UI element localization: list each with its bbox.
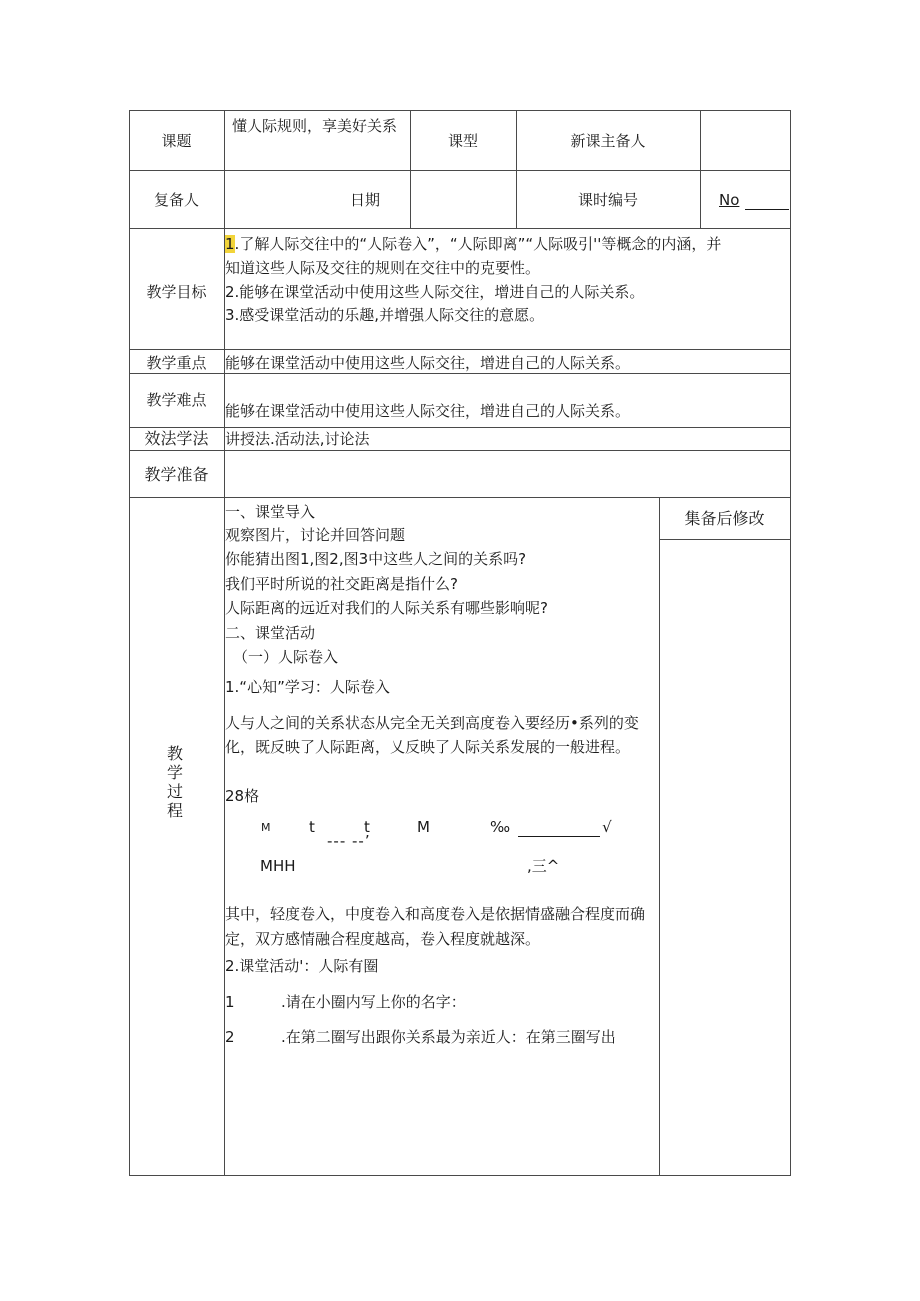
process-line: 观察图片，讨论并回答问题 bbox=[225, 526, 406, 544]
process-label-char: 教 bbox=[166, 744, 183, 763]
rule bbox=[790, 110, 791, 1176]
step-number: 1 bbox=[225, 993, 235, 1011]
figure-mark: ‰ √ bbox=[490, 818, 612, 836]
topic-label: 课题 bbox=[161, 132, 192, 150]
section-intro: 一、课堂导入 bbox=[225, 503, 316, 521]
rule bbox=[129, 373, 790, 374]
key-point-value: 能够在课堂活动中使用这些人际交往，增进自己的人际关系。 bbox=[225, 354, 631, 372]
difficulty-value: 能够在课堂活动中使用这些人际交往，增进自己的人际关系。 bbox=[225, 402, 631, 420]
rule bbox=[129, 450, 790, 451]
objectives-label: 教学目标 bbox=[146, 283, 207, 301]
rule bbox=[129, 1175, 790, 1176]
objective-2: 2.能够在课堂活动中使用这些人际交往，增进自己的人际关系。 bbox=[225, 283, 645, 301]
paragraph-line: 其中，轻度卷入，中度卷入和高度卷入是依据情盛融合程度而确 bbox=[225, 905, 646, 923]
difficulty-label: 教学难点 bbox=[146, 391, 207, 409]
objective-1-number: 1 bbox=[225, 235, 235, 253]
reviser-label: 复备人 bbox=[153, 191, 199, 209]
rule bbox=[129, 427, 790, 428]
method-value: 讲授法.活动法,讨论法 bbox=[225, 430, 370, 448]
section-activity: 二、课堂活动 bbox=[225, 624, 316, 642]
process-label-char: 程 bbox=[166, 801, 183, 820]
paragraph-line: 化，既反映了人际距离，乂反映了人际关系发展的一般进程。 bbox=[225, 738, 631, 756]
lesson-code-label: 课时编号 bbox=[577, 191, 638, 209]
date-label: 日期 bbox=[350, 191, 381, 209]
type-value: 新课主备人 bbox=[570, 132, 646, 150]
process-line: 我们平时所说的社交距离是指什么? bbox=[225, 575, 458, 593]
number-label: No bbox=[719, 191, 740, 209]
rule bbox=[129, 110, 130, 1176]
figure-mark: ,三^ bbox=[527, 857, 560, 875]
rule bbox=[129, 110, 790, 111]
figure-mark: M bbox=[417, 818, 430, 836]
rule bbox=[410, 110, 411, 229]
figure-mark: t bbox=[364, 818, 370, 836]
process-label-char: 过 bbox=[166, 782, 183, 801]
topic-value: 懂人际规则，享美好关系 bbox=[232, 117, 398, 135]
process-line: 人际距离的远近对我们的人际关系有哪些影响呢? bbox=[225, 599, 548, 617]
number-blank bbox=[745, 195, 789, 210]
step-text: .请在小圈内写上你的名字： bbox=[281, 993, 466, 1011]
type-label: 课型 bbox=[447, 132, 478, 150]
rule bbox=[659, 539, 790, 540]
figure-mark: MHH bbox=[260, 857, 296, 875]
rule bbox=[129, 349, 790, 350]
revise-header: 集备后修改 bbox=[684, 509, 765, 528]
figure-mark: M bbox=[261, 821, 271, 834]
rule bbox=[516, 110, 517, 229]
objective-1-continued: 知道这些人际及交往的规则在交往中的克要性。 bbox=[225, 259, 541, 277]
key-point-label: 教学重点 bbox=[146, 354, 207, 372]
process-line: 你能猜出图1,图2,图3中这些人之间的关系吗? bbox=[225, 550, 527, 568]
objective-3: 3.感受课堂活动的乐趣,并增强人际交往的意愿。 bbox=[225, 306, 545, 324]
paragraph-line: 定，双方感情融合程度越高，卷入程度就越深。 bbox=[225, 930, 541, 948]
figure-mark: t bbox=[309, 818, 315, 836]
number-field[interactable] bbox=[719, 190, 789, 210]
rule bbox=[659, 497, 660, 1176]
step-text: .在第二圈写出跟你关系最为亲近人：在第三圈写出 bbox=[281, 1028, 616, 1046]
figure-line bbox=[518, 824, 600, 837]
rule bbox=[129, 170, 790, 171]
rule bbox=[129, 228, 790, 229]
figure-label: 28格 bbox=[225, 787, 260, 805]
preparation-label: 教学准备 bbox=[144, 465, 209, 484]
process-label-char: 学 bbox=[166, 763, 183, 782]
process-line: 1.“心知”学习：人际卷入 bbox=[225, 678, 390, 696]
rule bbox=[700, 110, 701, 229]
process-label bbox=[165, 744, 185, 820]
process-line: 2.课堂活动'：人际有圈 bbox=[225, 957, 379, 975]
paragraph-line: 人与人之间的关系状态从完全无关到高度卷入要经历•系列的变 bbox=[225, 714, 639, 732]
rule bbox=[129, 497, 790, 498]
subsection-involvement: （一）人际卷入 bbox=[233, 648, 339, 666]
figure-mark: --- --’ bbox=[327, 832, 371, 850]
method-label: 效法学法 bbox=[144, 429, 209, 448]
step-number: 2 bbox=[225, 1028, 235, 1046]
objective-1: 1.了解人际交往中的“人际卷入”，“人际即离”“人际吸引''等概念的内涵，并 bbox=[225, 235, 722, 253]
